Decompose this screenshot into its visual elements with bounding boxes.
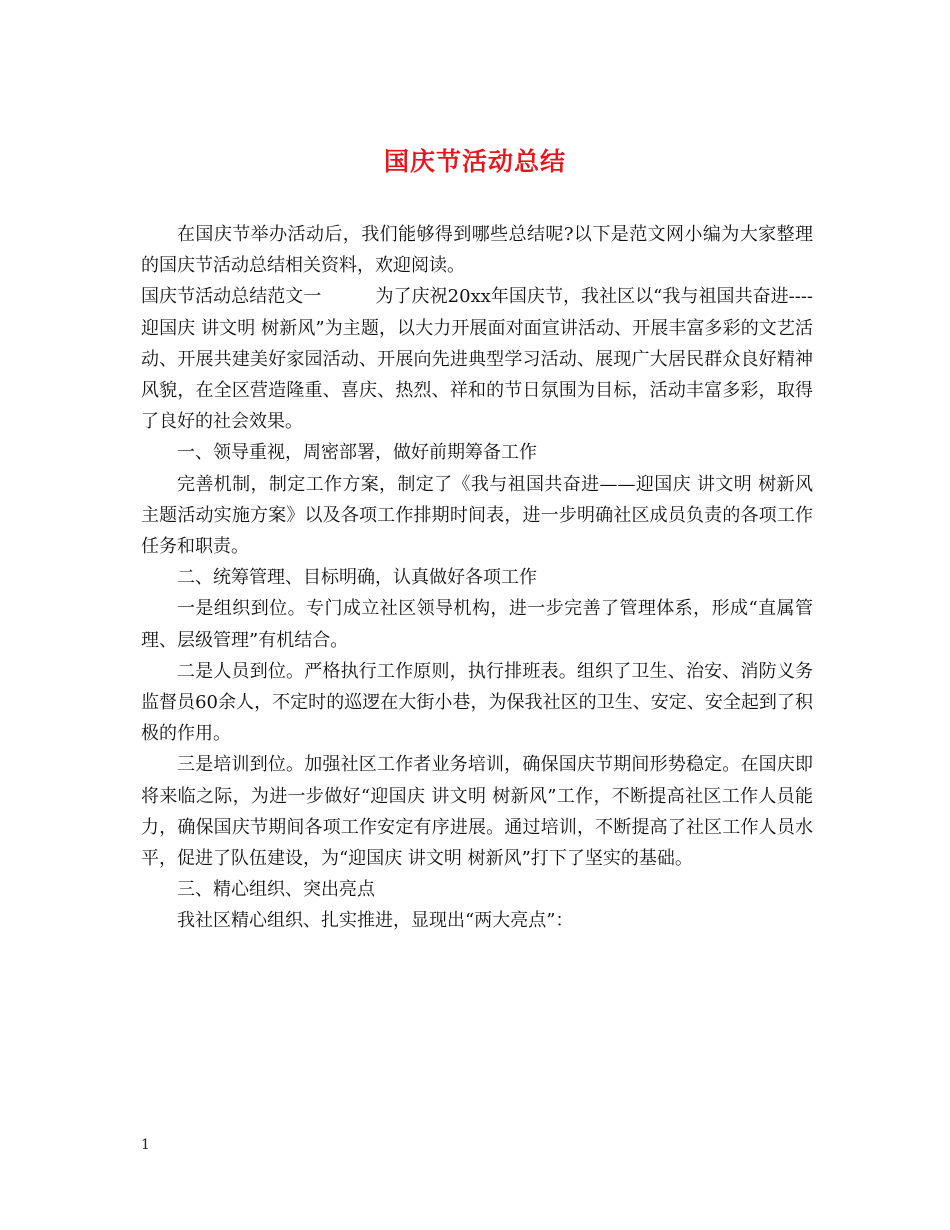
- document-title: 国庆节活动总结: [383, 147, 566, 176]
- paragraph-training: 三是培训到位。加强社区工作者业务培训，确保国庆节期间形势稳定。在国庆即将来临之际，为进一步做好“迎国庆 讲文明 树新风”工作，不断提高社区工作人员能力，确保国庆节期间各项工作安定有序进展。通过培训，不断提高了社区工作人员水平，促进了队伍建设，为“迎国庆 讲文明 树新风”打下了坚实的基础。: [141, 754, 813, 870]
- heading-section-three: 三、精心组织、突出亮点: [177, 879, 375, 901]
- paragraph-highlights: 我社区精心组织、扎实推进，显现出“两大亮点”：: [177, 910, 574, 932]
- heading-section-two: 二、统筹管理、目标明确，认真做好各项工作: [177, 567, 537, 589]
- document-body: [141, 219, 813, 937]
- page-number: 1: [141, 1137, 150, 1153]
- paragraph-intro: 在国庆节举办活动后，我们能够得到哪些总结呢?以下是范文网小编为大家整理的国庆节活动总结相关资料，欢迎阅读。: [141, 224, 813, 277]
- paragraph-mechanism: 完善机制，制定工作方案，制定了《我与祖国共奋进——迎国庆 讲文明 树新风主题活动实施方案》以及各项工作排期时间表，进一步明确社区成员负责的各项工作任务和职责。: [141, 473, 813, 558]
- heading-section-one: 一、领导重视，周密部署，做好前期筹备工作: [177, 442, 537, 464]
- paragraph-personnel: 二是人员到位。严格执行工作原则，执行排班表。组织了卫生、治安、消防义务监督员60余人，不定时的巡逻在大街小巷，为保我社区的卫生、安定、安全起到了积极的作用。: [141, 660, 813, 745]
- paragraph-sample-one: 国庆节活动总结范文一 为了庆祝20xx年国庆节，我社区以“我与祖国共奋进----迎国庆 讲文明 树新风”为主题，以大力开展面对面宣讲活动、开展丰富多彩的文艺活动、开展共建美好家园活动、开展向先进典型学习活动、展现广大居民群众良好精神风貌，在全区营造隆重、喜庆、热烈、祥和的节日氛围为目标，活动丰富多彩，取得了良好的社会效果。: [141, 286, 813, 433]
- paragraph-organization: 一是组织到位。专门成立社区领导机构，进一步完善了管理体系，形成“直属管理、层级管理”有机结合。: [141, 598, 813, 651]
